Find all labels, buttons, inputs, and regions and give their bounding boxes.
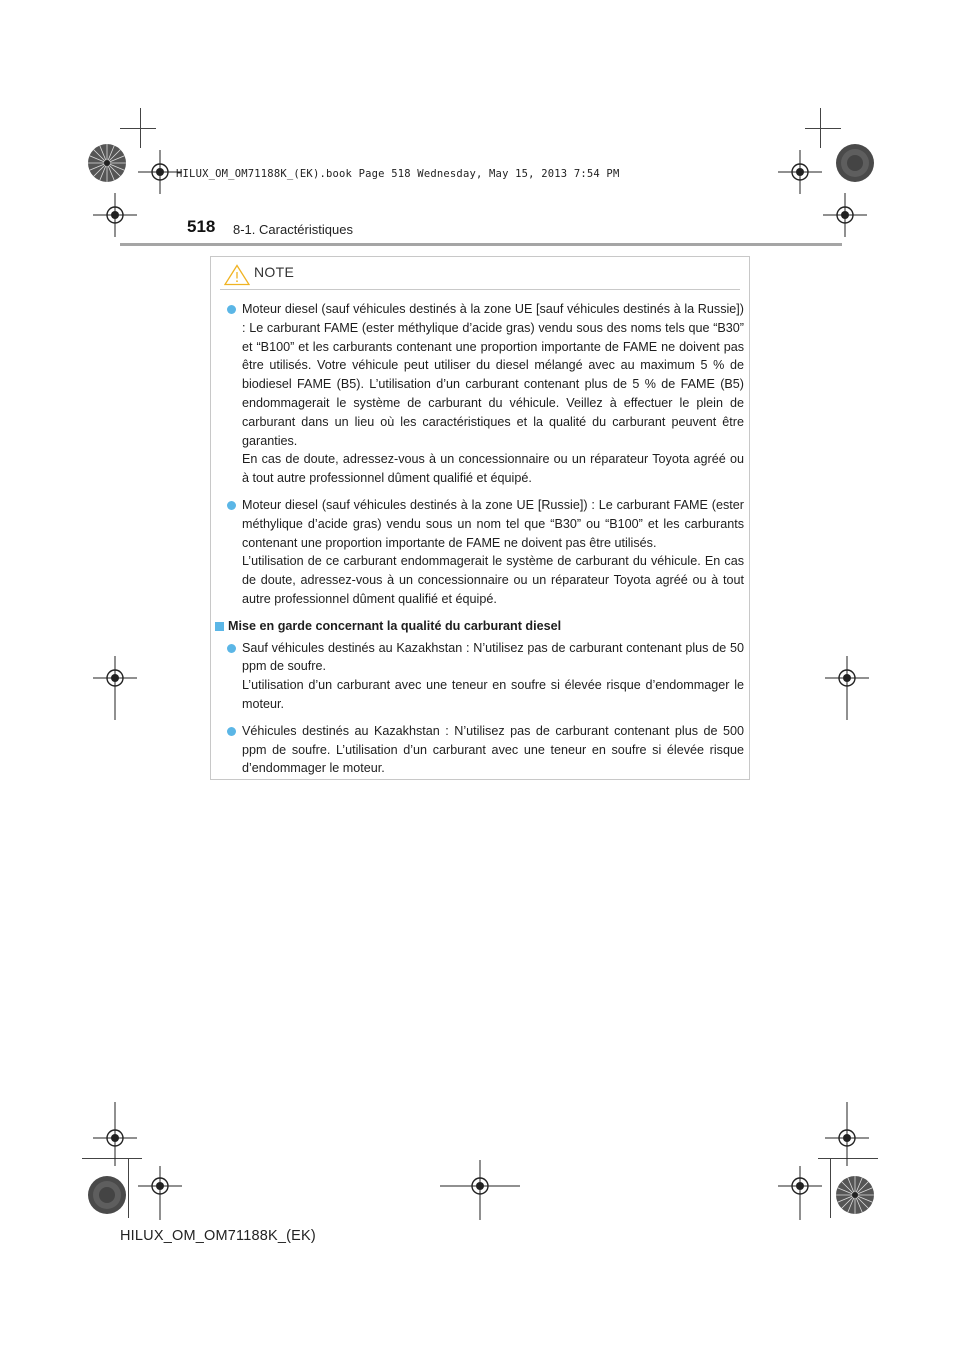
paragraph: L’utilisation d’un carburant avec une teneur en soufre si élevée risque d’endommager le moteur. (242, 678, 744, 711)
registration-wheel-icon (86, 142, 128, 184)
note-divider (220, 289, 740, 290)
crop-line (830, 1158, 831, 1218)
warning-triangle-icon (224, 264, 250, 291)
section-title: 8-1. Caractéristiques (233, 222, 353, 237)
registration-crosshair-icon (93, 193, 137, 237)
bullet-square-icon (215, 622, 224, 631)
page-number: 518 (187, 217, 216, 236)
header-rule (120, 243, 842, 246)
crop-line (805, 128, 841, 129)
registration-crosshair-icon (138, 1166, 182, 1220)
bullet-dot-icon (227, 305, 236, 314)
section-heading (214, 617, 744, 636)
list-item (214, 722, 744, 778)
registration-wheel-icon (834, 142, 876, 184)
registration-crosshair-icon (440, 1160, 520, 1220)
registration-crosshair-icon (825, 656, 869, 720)
paragraph: Moteur diesel (sauf véhicules destinés à la zone UE [Russie]) : Le carburant FAME (ester méthylique d’acide gras) vendu sous un nom tel que “B30” ou “B100” et les carburants contenant une proportion importante de FAME ne doivent pas être utilisés. (242, 497, 744, 550)
registration-crosshair-icon (778, 150, 822, 194)
crop-line (120, 128, 156, 129)
footer-doc-ref: HILUX_OM_OM71188K_(EK) (120, 1228, 316, 1244)
list-item (214, 639, 744, 714)
registration-crosshair-icon (823, 193, 867, 237)
paragraph: Sauf véhicules destinés au Kazakhstan : N’utilisez pas de carburant contenant plus de 50 ppm de soufre. (242, 640, 744, 674)
note-title: NOTE (254, 264, 295, 280)
registration-crosshair-icon (778, 1166, 822, 1220)
paragraph: Moteur diesel (sauf véhicules destinés à la zone UE [sauf véhicules destinés à la Russie]) : Le carburant FAME (ester méthylique d’acide gras) vendu sous des noms tels que “B30” et “B100” et les carburants contenant une proportion importante de FAME ne doivent pas être utilisés. Votre véhicule peut utiliser du diesel mélangé avec au maximum 5 % de biodiesel FAME (B5). L’utilisation d’un carburant contenant plus de 5 % de FAME (B5) endommagerait le système de carburant du véhicule. Veillez à effectuer le plein de carburant dans un lieu où les caractéristiques et la qualité du carburant peuvent être garanties. (242, 302, 744, 448)
registration-wheel-icon (834, 1174, 876, 1216)
bullet-dot-icon (227, 501, 236, 510)
registration-crosshair-icon (93, 656, 137, 720)
print-info: HILUX_OM_OM71188K_(EK).book Page 518 Wednesday, May 15, 2013 7:54 PM (176, 168, 620, 180)
paragraph: En cas de doute, adressez-vous à un concessionnaire ou un réparateur Toyota agréé ou à tout autre professionnel dûment qualifié et équipé. (242, 452, 744, 486)
list-item (214, 300, 744, 488)
registration-crosshair-icon (93, 1102, 137, 1166)
paragraph: Véhicules destinés au Kazakhstan : N’utilisez pas de carburant contenant plus de 500 ppm de soufre. L’utilisation d’un carburant avec une teneur en soufre si élevée risque d’endommager le moteur. (242, 723, 744, 776)
registration-wheel-icon (86, 1174, 128, 1216)
bullet-dot-icon (227, 644, 236, 653)
note-content (214, 300, 744, 786)
bullet-dot-icon (227, 727, 236, 736)
registration-crosshair-icon (825, 1102, 869, 1166)
section-heading-text: Mise en garde concernant la qualité du carburant diesel (228, 618, 562, 633)
list-item (214, 496, 744, 609)
paragraph: L’utilisation de ce carburant endommagerait le système de carburant du véhicule. En cas de doute, adressez-vous à un concessionnaire ou un réparateur Toyota agréé ou à tout autre professionnel dûment qualifié et équipé. (242, 554, 744, 606)
crop-line (128, 1158, 129, 1218)
